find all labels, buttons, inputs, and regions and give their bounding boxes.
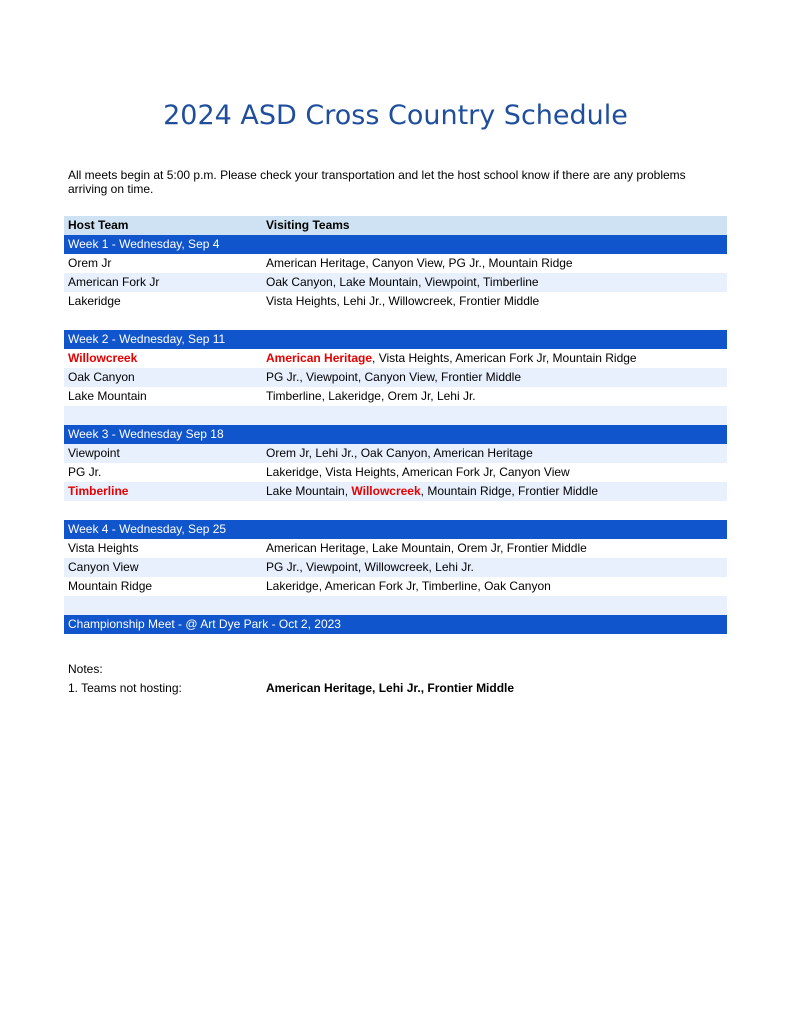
host-team: Timberline bbox=[68, 484, 129, 498]
note-1-value: American Heritage, Lehi Jr., Frontier Middle bbox=[266, 681, 515, 695]
header-host: Host Team bbox=[68, 218, 129, 232]
notes-heading: Notes: bbox=[68, 662, 103, 676]
week-label: Week 2 - Wednesday, Sep 11 bbox=[68, 332, 226, 346]
schedule-table bbox=[64, 216, 727, 634]
table-row bbox=[64, 292, 727, 311]
visiting-teams: American Heritage, Canyon View, PG Jr., Mountain Ridge bbox=[266, 256, 573, 270]
host-team: Viewpoint bbox=[68, 446, 120, 460]
host-team: American Fork Jr bbox=[68, 275, 160, 289]
table-row bbox=[64, 368, 727, 387]
table-row bbox=[64, 539, 727, 558]
visiting-teams bbox=[266, 482, 598, 501]
week-label: Week 1 - Wednesday, Sep 4 bbox=[68, 237, 220, 251]
page-title: 2024 ASD Cross Country Schedule bbox=[163, 100, 628, 131]
visiting-rest: , Mountain Ridge, Frontier Middle bbox=[420, 484, 599, 498]
visiting-teams: Vista Heights, Lehi Jr., Willowcreek, Frontier Middle bbox=[266, 294, 540, 308]
visiting-teams: PG Jr., Viewpoint, Willowcreek, Lehi Jr. bbox=[266, 560, 474, 574]
week-3-band bbox=[64, 425, 727, 444]
host-team: Orem Jr bbox=[68, 256, 112, 270]
visiting-teams bbox=[266, 349, 637, 368]
table-row bbox=[64, 444, 727, 463]
visiting-teams: Lakeridge, Vista Heights, American Fork Jr, Canyon View bbox=[266, 465, 570, 479]
visiting-teams: Lakeridge, American Fork Jr, Timberline, Oak Canyon bbox=[266, 579, 551, 593]
host-team: Canyon View bbox=[68, 560, 139, 574]
spacer-row bbox=[64, 596, 727, 615]
table-row bbox=[64, 463, 727, 482]
table-header bbox=[64, 216, 727, 235]
table-row bbox=[64, 577, 727, 596]
visiting-pre: Lake Mountain, bbox=[266, 484, 352, 498]
host-team: Vista Heights bbox=[68, 541, 139, 555]
visiting-teams: Oak Canyon, Lake Mountain, Viewpoint, Timberline bbox=[266, 275, 539, 289]
host-team: Oak Canyon bbox=[68, 370, 135, 384]
highlighted-team: American Heritage bbox=[266, 351, 373, 365]
highlighted-team: Willowcreek bbox=[351, 484, 421, 498]
table-row bbox=[64, 273, 727, 292]
table-row bbox=[64, 558, 727, 577]
host-team: Lakeridge bbox=[68, 294, 121, 308]
week-label: Week 3 - Wednesday Sep 18 bbox=[68, 427, 224, 441]
visiting-teams: Orem Jr, Lehi Jr., Oak Canyon, American Heritage bbox=[266, 446, 533, 460]
visiting-teams: PG Jr., Viewpoint, Canyon View, Frontier Middle bbox=[266, 370, 522, 384]
host-team: Mountain Ridge bbox=[68, 579, 153, 593]
visiting-rest: , Vista Heights, American Fork Jr, Mountain Ridge bbox=[372, 351, 637, 365]
header-visiting: Visiting Teams bbox=[266, 218, 350, 232]
spacer-row bbox=[64, 311, 727, 330]
week-4-band bbox=[64, 520, 727, 539]
table-row bbox=[64, 254, 727, 273]
note-1-label: 1. Teams not hosting: bbox=[68, 681, 182, 695]
week-label: Week 4 - Wednesday, Sep 25 bbox=[68, 522, 227, 536]
spacer-row bbox=[64, 501, 727, 520]
host-team: Lake Mountain bbox=[68, 389, 147, 403]
host-team: PG Jr. bbox=[68, 465, 102, 479]
table-row bbox=[64, 349, 727, 368]
visiting-teams: Timberline, Lakeridge, Orem Jr, Lehi Jr. bbox=[266, 389, 476, 403]
host-team: Willowcreek bbox=[68, 351, 138, 365]
intro-text: All meets begin at 5:00 p.m. Please check your transportation and let the host school know if there are any problems arriving on time. bbox=[68, 168, 686, 196]
week-2-band bbox=[64, 330, 727, 349]
table-row bbox=[64, 387, 727, 406]
championship-band bbox=[64, 615, 727, 634]
week-1-band bbox=[64, 235, 727, 254]
notes-section bbox=[68, 660, 515, 695]
spacer-row bbox=[64, 406, 727, 425]
visiting-teams: American Heritage, Lake Mountain, Orem Jr, Frontier Middle bbox=[266, 541, 587, 555]
championship-label: Championship Meet - @ Art Dye Park - Oct 2, 2023 bbox=[68, 617, 341, 631]
table-row bbox=[64, 482, 727, 501]
